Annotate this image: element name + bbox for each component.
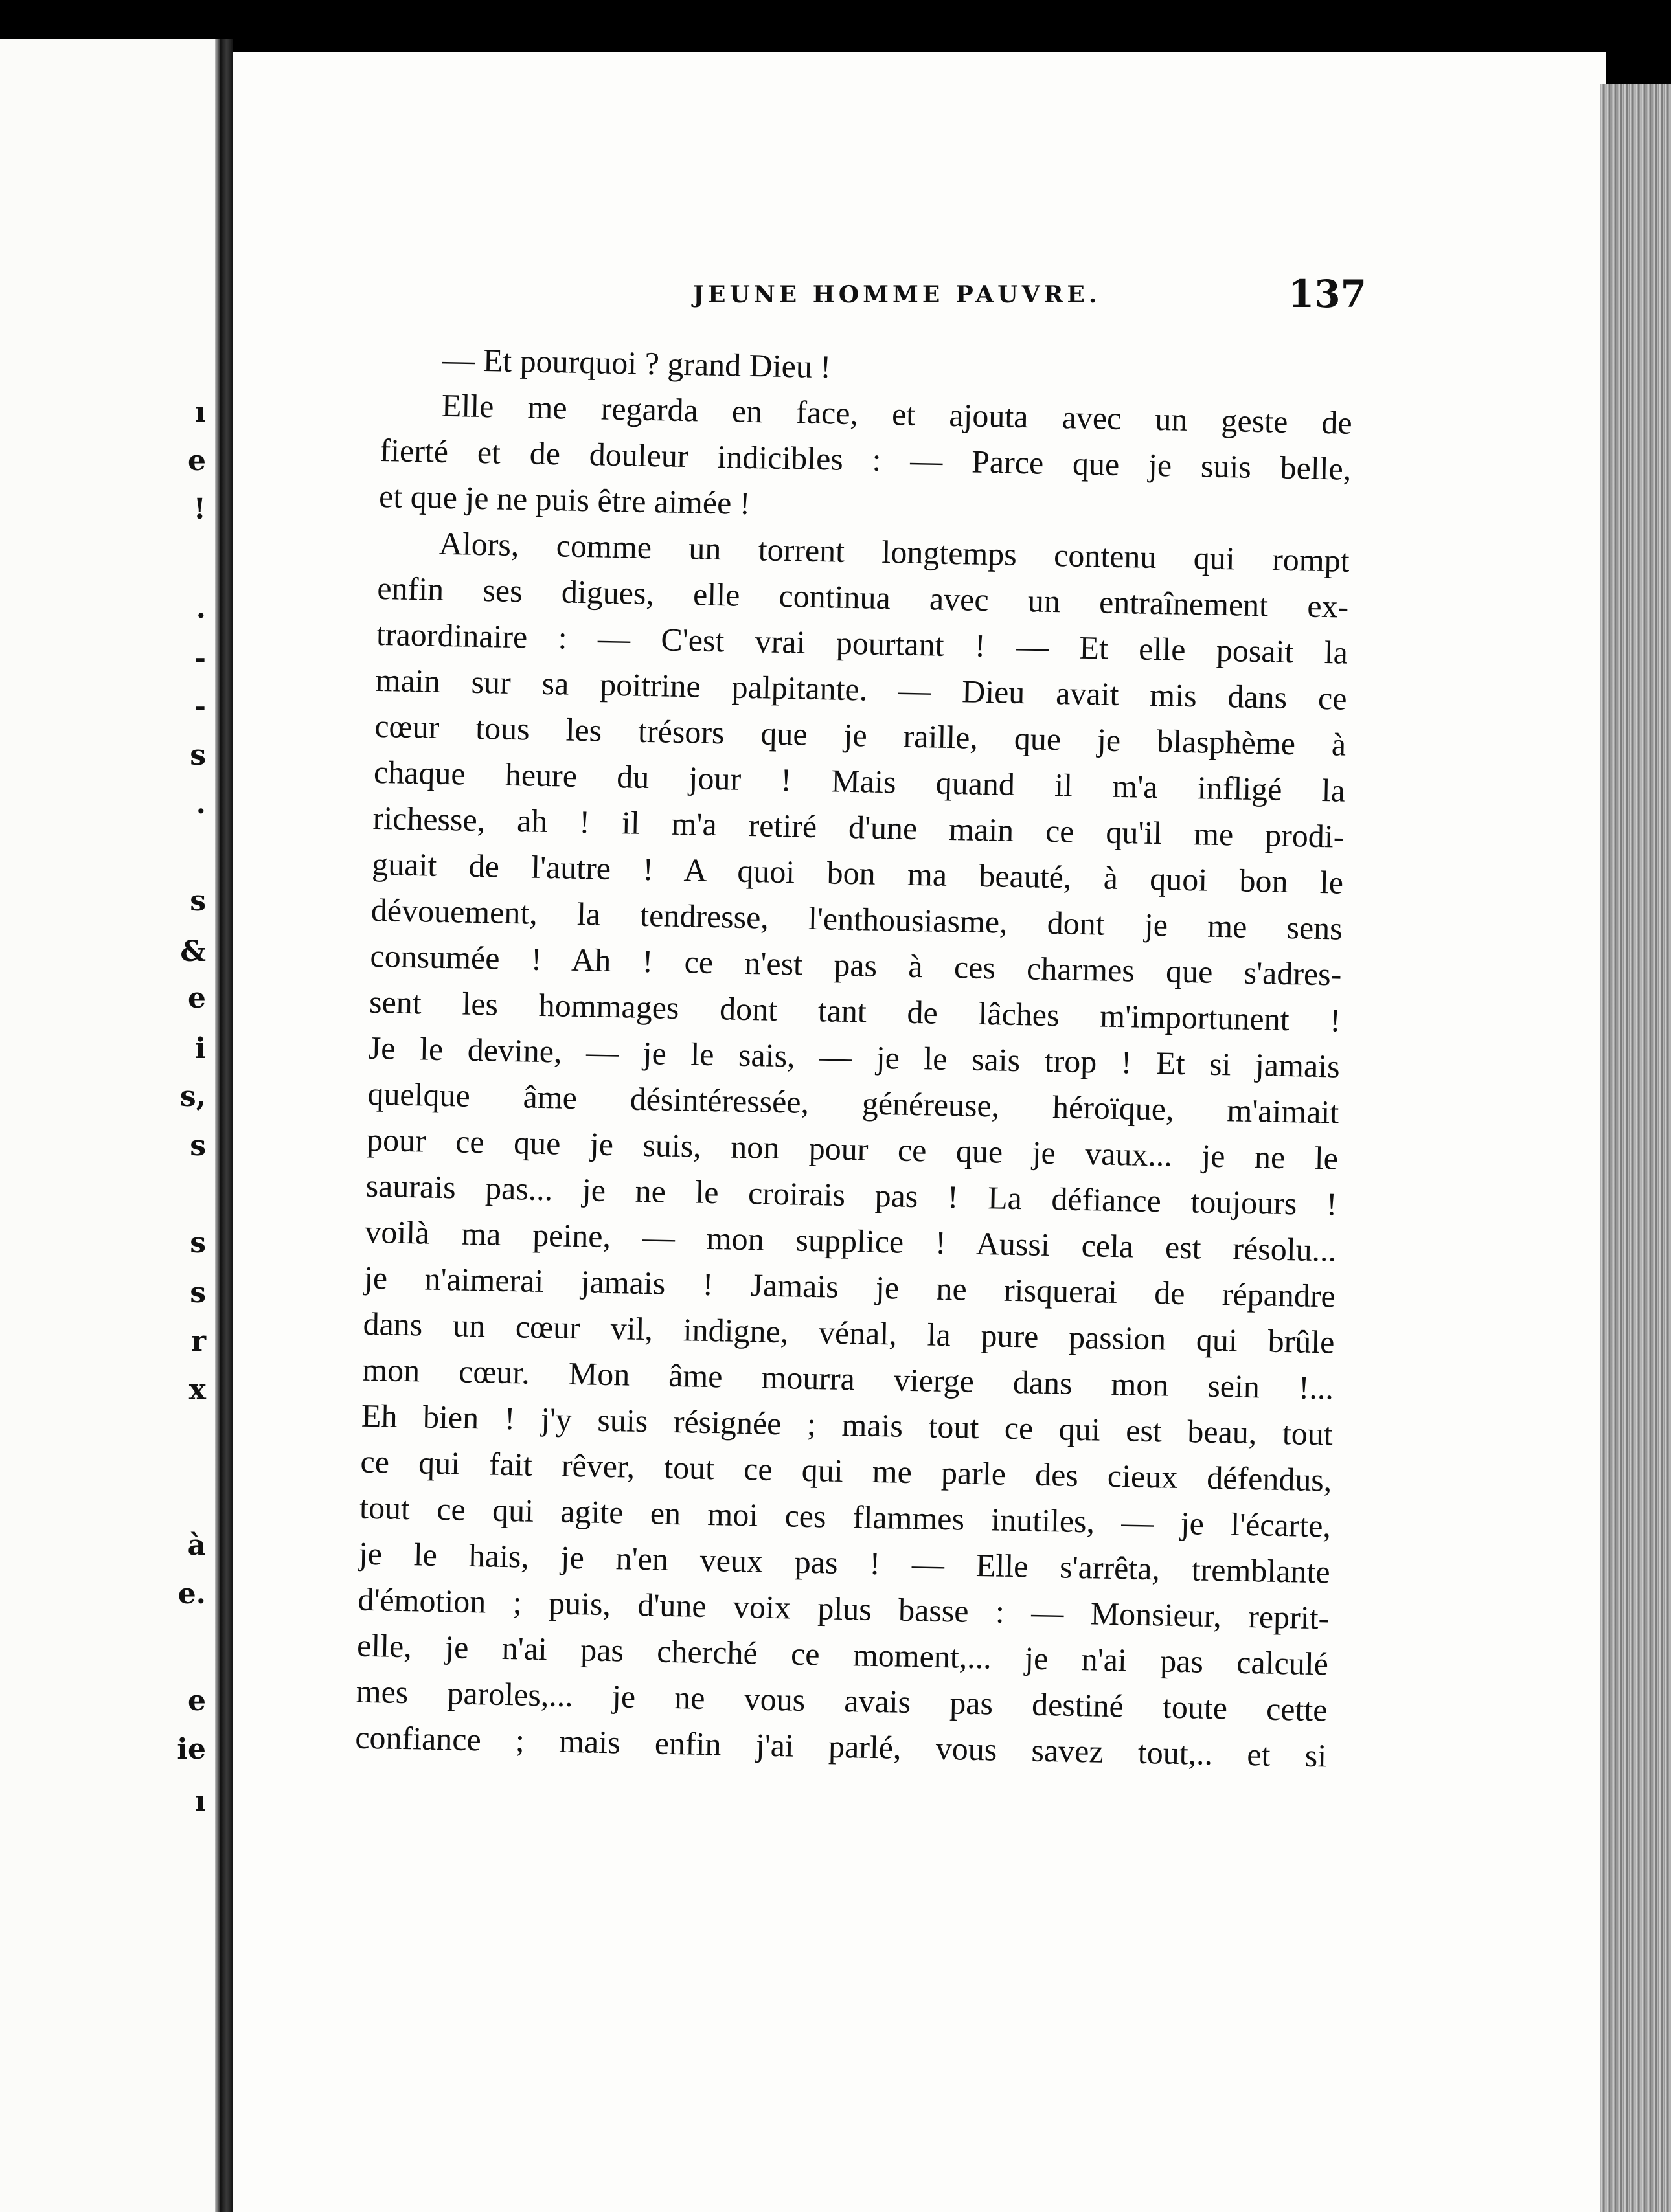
line-end-fragment: s [190,739,206,772]
line-end-fragment: e [188,982,206,1015]
text-line: dévouement, la tendresse, l'enthousiasme, dont je me sens [370,891,1343,947]
page-block-edges [1600,84,1671,2212]
line-end-fragment: ! [193,493,206,526]
text-line: d'émotion ; puis, d'une voix plus basse : — Monsieur, reprit- [357,1581,1330,1636]
text-line: je le hais, je n'en veux pas ! — Elle s'arrêta, tremblante [358,1535,1331,1590]
text-line: dans un cœur vil, indigne, vénal, la pure passion qui brûle [363,1305,1335,1360]
line-end-fragment: - [194,690,206,723]
line-end-fragment: e [188,1684,206,1717]
text-line: chaque heure du jour ! Mais quand il m'a infligé la [373,753,1346,809]
line-end-fragment: s [190,1276,206,1309]
text-line: enfin ses digues, elle continua avec un entraînement ex- [376,569,1349,625]
text-line: guait de l'autre ! A quoi bon ma beauté, à quoi bon le [371,845,1344,901]
text-line: voilà ma peine, — mon supplice ! Aussi cela est résolu... [364,1213,1337,1269]
line-end-fragment: r [190,1325,206,1358]
text-line: elle, je n'ai pas cherché ce moment,... je n'ai pas calculé [356,1627,1329,1682]
line-end-fragment: . [196,592,206,625]
running-title: JEUNE HOMME PAUVRE. [693,281,1101,308]
line-end-fragment: & [180,935,206,968]
text-line: — Et pourquoi ? grand Dieu ! [442,341,832,385]
text-line: ce qui fait rêver, tout ce qui me parle des cieux défendus, [360,1443,1332,1498]
text-line: mon cœur. Mon âme mourra vierge dans mon sein !... [361,1351,1334,1406]
page-fold-shadow [215,39,220,2212]
page-number: 137 [1288,272,1367,316]
line-end-fragment: e. [177,1577,206,1610]
text-line: tout ce qui agite en moi ces flammes inutiles, — je l'écarte, [359,1489,1332,1544]
text-line: traordinaire : — C'est vrai pourtant ! — Et elle posait la [376,615,1348,671]
text-line: Eh bien ! j'y suis résignée ; mais tout ce qui est beau, tout [361,1397,1334,1452]
text-line: pour ce que je suis, non pour ce que je vaux... je ne le [366,1121,1339,1177]
line-end-fragment: . [196,787,206,820]
text-line: mes paroles,... je ne vous avais pas destiné toute cette [356,1673,1328,1728]
line-end-fragment: s [190,885,206,918]
line-end-fragment: ie [177,1733,206,1766]
line-end-fragment: s, [179,1080,206,1113]
text-line: Elle me regarda en face, et ajouta avec un geste de [441,387,1353,441]
line-end-fragment: à [187,1529,206,1562]
text-line: consumée ! Ah ! ce n'est pas à ces charmes que s'adres- [370,937,1342,993]
line-end-fragment: ı [195,396,206,429]
text-line: richesse, ah ! il m'a retiré d'une main ce qu'il me prodi- [372,799,1345,855]
line-end-fragment: e [188,444,206,477]
book-gutter [220,39,233,2212]
text-line: et que je ne puis être aimée ! [378,477,751,521]
text-line: quelque âme désintéressée, généreuse, héroïque, m'aimait [367,1075,1339,1131]
text-line: saurais pas... je ne le croirais pas ! La défiance toujours ! [365,1167,1338,1223]
text-line: fierté et de douleur indicibles : — Parce que je suis belle, [380,431,1352,487]
line-end-fragment: x [188,1373,206,1406]
running-header [693,272,1367,324]
line-end-fragment: s [190,1226,206,1259]
text-line: Je le devine, — je le sais, — je le sais trop ! Et si jamais [368,1029,1341,1085]
text-line: je n'aimerai jamais ! Jamais je ne risquerai de répandre [363,1259,1336,1315]
text-line: Alors, comme un torrent longtemps contenu qui rompt [438,525,1350,579]
line-end-fragment: i [195,1032,206,1065]
body-text [355,335,1354,1779]
line-end-fragment: ı [195,1785,206,1818]
line-end-fragment: s [190,1129,206,1162]
text-line: main sur sa poitrine palpitante. — Dieu avait mis dans ce [375,661,1348,717]
facing-page-edge [0,39,220,2212]
text-line: confiance ; mais enfin j'ai parlé, vous savez tout,.. et si [354,1719,1327,1774]
line-end-fragment: - [194,642,206,675]
text-line: cœur tous les trésors que je raille, que je blasphème à [374,707,1347,763]
text-line: sent les hommages dont tant de lâches m'importunent ! [369,983,1341,1039]
